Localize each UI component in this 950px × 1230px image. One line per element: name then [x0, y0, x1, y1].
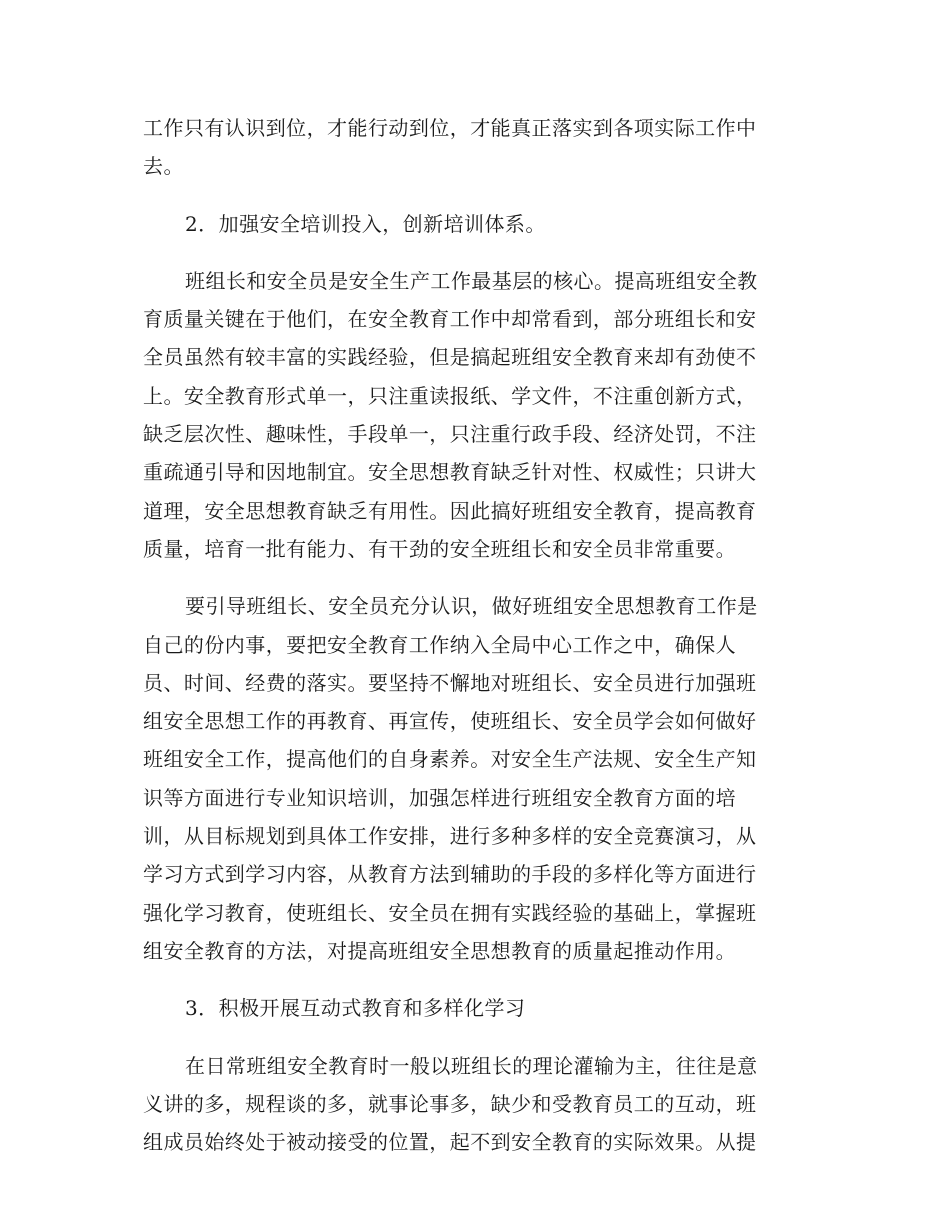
text-line: 全员虽然有较丰富的实践经验，但是搞起班组安全教育来却有劲使不	[143, 345, 757, 370]
text-line: 组安全教育的方法，对提高班组安全思想教育的质量起推动作用。	[143, 938, 737, 963]
text-line: 工作只有认识到位，才能行动到位，才能真正落实到各项实际工作中	[143, 116, 757, 140]
document-body	[143, 109, 793, 1180]
text-line: 2．加强安全培训投入，创新培训体系。	[185, 211, 546, 236]
paragraph	[143, 262, 793, 568]
text-line: 质量，培育一批有能力、有干劲的安全班组长和安全员非常重要。	[143, 536, 737, 561]
section-heading	[143, 205, 793, 243]
text-line: 义讲的多，规程谈的多，就事论事多，缺少和受教育员工的互动，班	[143, 1091, 757, 1116]
text-line: 组安全思想工作的再教育、再宣传，使班组长、安全员学会如何做好	[143, 709, 757, 734]
text-line: 育质量关键在于他们，在安全教育工作中却常看到，部分班组长和安	[143, 307, 757, 332]
text-line: 上。安全教育形式单一，只注重读报纸、学文件，不注重创新方式，	[143, 383, 757, 408]
text-line: 缺乏层次性、趣味性，手段单一，只注重行政手段、经济处罚，不注	[143, 422, 757, 447]
text-line: 组成员始终处于被动接受的位置，起不到安全教育的实际效果。从提	[143, 1130, 757, 1155]
text-line: 学习方式到学习内容，从教育方法到辅助的手段的多样化等方面进行	[143, 862, 757, 887]
text-line: 自己的份内事，要把安全教育工作纳入全局中心工作之中，确保人	[143, 632, 737, 657]
paragraph	[143, 587, 793, 970]
paragraph	[143, 1047, 793, 1162]
text-line: 班组长和安全员是安全生产工作最基层的核心。提高班组安全教	[185, 268, 758, 293]
text-line: 员、时间、经费的落实。要坚持不懈地对班组长、安全员进行加强班	[143, 670, 757, 695]
text-line: 班组安全工作，提高他们的自身素养。对安全生产法规、安全生产知	[143, 747, 757, 772]
text-line: 道理，安全思想教育缺乏有用性。因此搞好班组安全教育，提高教育	[143, 498, 757, 523]
text-line: 强化学习教育，使班组长、安全员在拥有实践经验的基础上，掌握班	[143, 900, 757, 925]
section-heading	[143, 989, 793, 1027]
paragraph	[143, 109, 793, 186]
text-line: 要引导班组长、安全员充分认识，做好班组安全思想教育工作是	[185, 594, 758, 619]
text-line: 重疏通引导和因地制宜。安全思想教育缺乏针对性、权威性；只讲大	[143, 460, 757, 485]
text-line: 识等方面进行专业知识培训，加强怎样进行班组安全教育方面的培	[143, 785, 737, 810]
text-line: 在日常班组安全教育时一般以班组长的理论灌输为主，往往是意	[185, 1053, 758, 1078]
text-line: 训，从目标规划到具体工作安排，进行多种多样的安全竞赛演习，从	[143, 824, 757, 849]
text-line: 去。	[143, 154, 184, 179]
text-line: 3．积极开展互动式教育和多样化学习	[185, 996, 526, 1021]
